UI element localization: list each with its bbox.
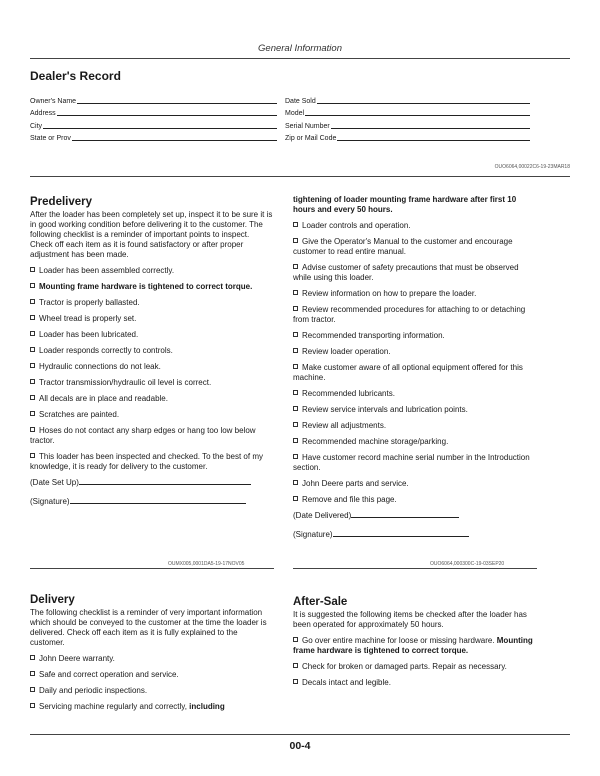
checkbox-icon bbox=[30, 347, 35, 352]
checkbox-icon bbox=[293, 390, 298, 395]
checklist-item[interactable]: Recommended machine storage/parking. bbox=[293, 437, 537, 447]
predelivery-reference: OUMX005,0001DA5-19-17NOV05 bbox=[168, 561, 245, 567]
serial-number-field[interactable]: Serial Number bbox=[285, 122, 530, 130]
delivery-continued-section: tightening of loader mounting frame hardware after first 10 hours and every 50 hours. Loader controls and operation. Give the Operator's Manual to the customer and encourage customer to read entire manual. Advise customer of safety precautions that must be observed while using this loader. Review information on how to prepare the loader. Review recommended procedures for attaching to or detaching from tractor. Recommended transporting information. Review loader operation. Make customer aware of all optional equipment offered for this machine. Recommended lubricants. Review service intervals and lubrication points. Review all adjustments. Recommended machine storage/parking. Have customer record machine serial number in the Introduction section. John Deere parts and service. Remove and file this page. (Date Delivered) (Signature) bbox=[293, 195, 537, 549]
checkbox-icon bbox=[293, 438, 298, 443]
section-divider bbox=[293, 568, 537, 569]
header-rule bbox=[30, 58, 570, 59]
dealers-record-fields bbox=[30, 92, 570, 142]
dealers-record-reference: OUO6064,00022C6-19-23MAR18 bbox=[494, 164, 570, 170]
checklist-item[interactable]: Hydraulic connections do not leak. bbox=[30, 362, 274, 372]
zip-code-field[interactable]: Zip or Mail Code bbox=[285, 134, 530, 142]
checklist-item[interactable]: Tractor transmission/hydraulic oil level is correct. bbox=[30, 378, 274, 388]
checklist-item[interactable]: Loader controls and operation. bbox=[293, 221, 537, 231]
delivery-section bbox=[30, 594, 274, 718]
checklist-item[interactable]: John Deere warranty. bbox=[30, 654, 274, 664]
delivery-reference: OUO6064,000300C-19-03SEP20 bbox=[430, 561, 505, 567]
date-set-up-line[interactable]: (Date Set Up) bbox=[30, 478, 274, 488]
checkbox-icon bbox=[293, 406, 298, 411]
after-sale-intro: It is suggested the following items be checked after the loader has been operated for approximately 50 hours. bbox=[293, 610, 527, 629]
checkbox-icon bbox=[30, 267, 35, 272]
checklist-item[interactable]: Daily and periodic inspections. bbox=[30, 686, 274, 696]
checklist-item[interactable]: Decals intact and legible. bbox=[293, 678, 537, 688]
page-header-title: General Information bbox=[258, 43, 342, 54]
city-field[interactable]: City bbox=[30, 122, 277, 130]
checkbox-icon bbox=[293, 637, 298, 642]
delivery-signature-line[interactable]: (Signature) bbox=[293, 530, 537, 540]
checkbox-icon bbox=[293, 496, 298, 501]
checkbox-icon bbox=[30, 315, 35, 320]
section-divider bbox=[30, 176, 570, 177]
checklist-item[interactable]: Give the Operator's Manual to the customer and encourage customer to read entire manual. bbox=[293, 237, 513, 256]
checkbox-icon bbox=[293, 238, 298, 243]
checklist-item[interactable]: Have customer record machine serial number in the Introduction section. bbox=[293, 453, 530, 472]
checklist-item[interactable]: Servicing machine regularly and correctly, including bbox=[30, 702, 274, 712]
checkbox-icon bbox=[293, 332, 298, 337]
checkbox-icon bbox=[293, 422, 298, 427]
footer-rule bbox=[30, 734, 570, 735]
checkbox-icon bbox=[30, 331, 35, 336]
checklist-item[interactable]: Recommended transporting information. bbox=[293, 331, 537, 341]
checkbox-icon bbox=[30, 363, 35, 368]
checkbox-icon bbox=[30, 671, 35, 676]
checkbox-icon bbox=[293, 222, 298, 227]
address-field[interactable]: Address bbox=[30, 109, 277, 117]
checklist-item[interactable]: Review all adjustments. bbox=[293, 421, 537, 431]
checklist-item[interactable]: Loader responds correctly to controls. bbox=[30, 346, 274, 356]
checkbox-icon bbox=[30, 299, 35, 304]
checkbox-icon bbox=[30, 283, 35, 288]
model-field[interactable]: Model bbox=[285, 109, 530, 117]
checkbox-icon bbox=[293, 364, 298, 369]
checklist-item[interactable]: All decals are in place and readable. bbox=[30, 394, 274, 404]
section-divider bbox=[30, 568, 274, 569]
checkbox-icon bbox=[30, 655, 35, 660]
checklist-item[interactable]: Remove and file this page. bbox=[293, 495, 537, 505]
dealers-record-title: Dealer's Record bbox=[30, 69, 121, 83]
checkbox-icon bbox=[30, 379, 35, 384]
checklist-item[interactable]: Advise customer of safety precautions that must be observed while using this loader. bbox=[293, 263, 519, 282]
checklist-item[interactable]: John Deere parts and service. bbox=[293, 479, 537, 489]
owner-name-field[interactable]: Owner's Name bbox=[30, 97, 277, 105]
checklist-item[interactable]: Mounting frame hardware is tightened to correct torque. bbox=[30, 282, 274, 292]
checklist-item[interactable]: Tractor is properly ballasted. bbox=[30, 298, 274, 308]
checkbox-icon bbox=[293, 348, 298, 353]
checkbox-icon bbox=[293, 290, 298, 295]
checkbox-icon bbox=[30, 453, 35, 458]
checkbox-icon bbox=[293, 480, 298, 485]
delivery-title: Delivery bbox=[30, 594, 75, 606]
page-number: 00-4 bbox=[289, 740, 311, 752]
date-delivered-line[interactable]: (Date Delivered) bbox=[293, 511, 537, 521]
checkbox-icon bbox=[30, 703, 35, 708]
delivery-continued-text: tightening of loader mounting frame hardware after first 10 hours and every 50 hours bbox=[293, 195, 517, 214]
checkbox-icon bbox=[30, 687, 35, 692]
predelivery-section bbox=[30, 196, 274, 516]
checkbox-icon bbox=[293, 306, 298, 311]
checkbox-icon bbox=[293, 679, 298, 684]
predelivery-signature-line[interactable]: (Signature) bbox=[30, 497, 274, 507]
checklist-item[interactable]: Hoses do not contact any sharp edges or hang too low below tractor. bbox=[30, 426, 256, 445]
checklist-item[interactable]: Recommended lubricants. bbox=[293, 389, 537, 399]
checkbox-icon bbox=[293, 663, 298, 668]
checkbox-icon bbox=[293, 454, 298, 459]
state-field[interactable]: State or Prov bbox=[30, 134, 277, 142]
checklist-item[interactable]: Loader has been lubricated. bbox=[30, 330, 274, 340]
checklist-item[interactable]: Review service intervals and lubrication points. bbox=[293, 405, 537, 415]
checkbox-icon bbox=[30, 411, 35, 416]
checklist-item[interactable]: Loader has been assembled correctly. bbox=[30, 266, 274, 276]
delivery-intro: The following checklist is a reminder of very important information which should be conveyed to the customer at the time the loader is delivered. Check off each item as it is fully explained to the customer. bbox=[30, 608, 267, 647]
checklist-item[interactable]: Make customer aware of all optional equipment offered for this machine. bbox=[293, 363, 523, 382]
checklist-item[interactable]: Wheel tread is properly set. bbox=[30, 314, 274, 324]
checklist-item[interactable]: Safe and correct operation and service. bbox=[30, 670, 274, 680]
checklist-item[interactable]: Review information on how to prepare the loader. bbox=[293, 289, 537, 299]
checkbox-icon bbox=[30, 395, 35, 400]
checklist-item[interactable]: Scratches are painted. bbox=[30, 410, 274, 420]
date-sold-field[interactable]: Date Sold bbox=[285, 97, 530, 105]
predelivery-title: Predelivery bbox=[30, 196, 93, 208]
checklist-item[interactable]: Go over entire machine for loose or missing hardware. Mounting frame hardware is tightened to correct torque. bbox=[293, 636, 533, 655]
checklist-item[interactable]: Check for broken or damaged parts. Repair as necessary. bbox=[293, 662, 537, 672]
checkbox-icon bbox=[293, 264, 298, 269]
checkbox-icon bbox=[30, 427, 35, 432]
checklist-item[interactable]: Review recommended procedures for attaching to or detaching from tractor. bbox=[293, 305, 526, 324]
after-sale-title: After-Sale bbox=[293, 596, 348, 608]
checklist-item[interactable]: This loader has been inspected and checked. To the best of my knowledge, it is ready for delivery to the customer. bbox=[30, 452, 263, 471]
checklist-item[interactable]: Review loader operation. bbox=[293, 347, 537, 357]
after-sale-section bbox=[293, 596, 537, 694]
predelivery-intro: After the loader has been completely set up, inspect it to be sure it is in good working condition before delivering it to the customer. The following checklist is a reminder of important points to inspect. Check off each item as it is found satisfactory or after proper adjustment has been made. bbox=[30, 210, 273, 259]
